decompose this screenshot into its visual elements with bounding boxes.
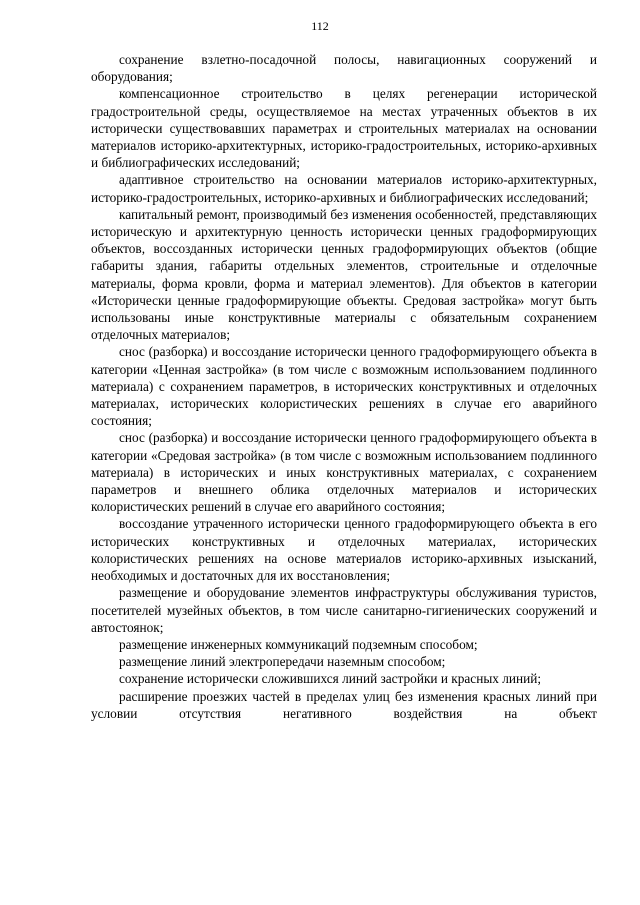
paragraph-demolition-valuable: снос (разборка) и воссоздание исторически ценного градоформирующего объекта в категории «Ценная застройка» (в том числе с возможным использованием подлинного материала) с сохранением параметров, в исторических конструктивных и отделочных материалах, исторических колористических решениях в случае его аварийного состояния; — [91, 344, 597, 429]
paragraph-demolition-environmental: снос (разборка) и воссоздание исторически ценного градоформирующего объекта в категории «Средовая застройка» (в том числе с возможным использованием подлинного материала) в исторических и иных конструктивных материалах, с сохранением параметров и внешнего облика отделочных материалов и исторических колористических решений в случае его аварийного состояния; — [91, 430, 597, 515]
paragraph-underground-utilities: размещение инженерных коммуникаций подземным способом; — [119, 636, 478, 652]
paragraph-runway: сохранение взлетно-посадочной полосы, навигационных сооружений и оборудования; — [91, 52, 597, 85]
document-body — [91, 51, 597, 722]
paragraph-street-widening: расширение проезжих частей в пределах улиц без изменения красных линий при условии отсутствия негативного воздействия на объект — [91, 688, 597, 721]
paragraph-adaptive-construction: адаптивное строительство на основании материалов историко-архитектурных, историко-градостроительных, историко-архивных и библиографических исследований; — [91, 172, 597, 205]
page-number: 112 — [311, 19, 329, 33]
paragraph-tourist-infrastructure: размещение и оборудование элементов инфраструктуры обслуживания туристов, посетителей музейных объектов, в том числе санитарно-гигиенических сооружений и автостоянок; — [91, 585, 597, 635]
paragraph-recreation-lost-object: воссоздание утраченного исторически ценного градоформирующего объекта в его исторических конструктивных и отделочных материалах, исторических колористических решениях на основе материалов историко-архивных изысканий, необходимых и достаточных для их восстановления; — [91, 516, 597, 584]
paragraph-building-lines: сохранение исторически сложившихся линий застройки и красных линий; — [119, 671, 542, 687]
paragraph-compensation-construction: компенсационное строительство в целях регенерации исторической градостроительной среды, осуществляемое на местах утраченных объектов в их исторически существовавших параметрах и строительных материалах на основании материалов историко-архитектурных, историко-градостроительных, историко-архивных и библиографических исследований; — [91, 86, 597, 171]
paragraph-capital-repair: капитальный ремонт, производимый без изменения особенностей, представляющих историческую и архитектурную ценность исторически ценных градоформирующих объектов, воссозданных исторически ценных градоформирующих объектов (общие габариты здания, габариты отдельных элементов, строительные и отделочные материалы, форма кровли, форма и материал элементов). Для объектов в категории «Исторически ценные градоформирующие объекты. Средовая застройка» могут быть использованы иные конструктивные материалы с обязательным сохранением отделочных материалов; — [91, 206, 597, 343]
paragraph-power-lines: размещение линий электропередачи наземным способом; — [119, 654, 446, 670]
